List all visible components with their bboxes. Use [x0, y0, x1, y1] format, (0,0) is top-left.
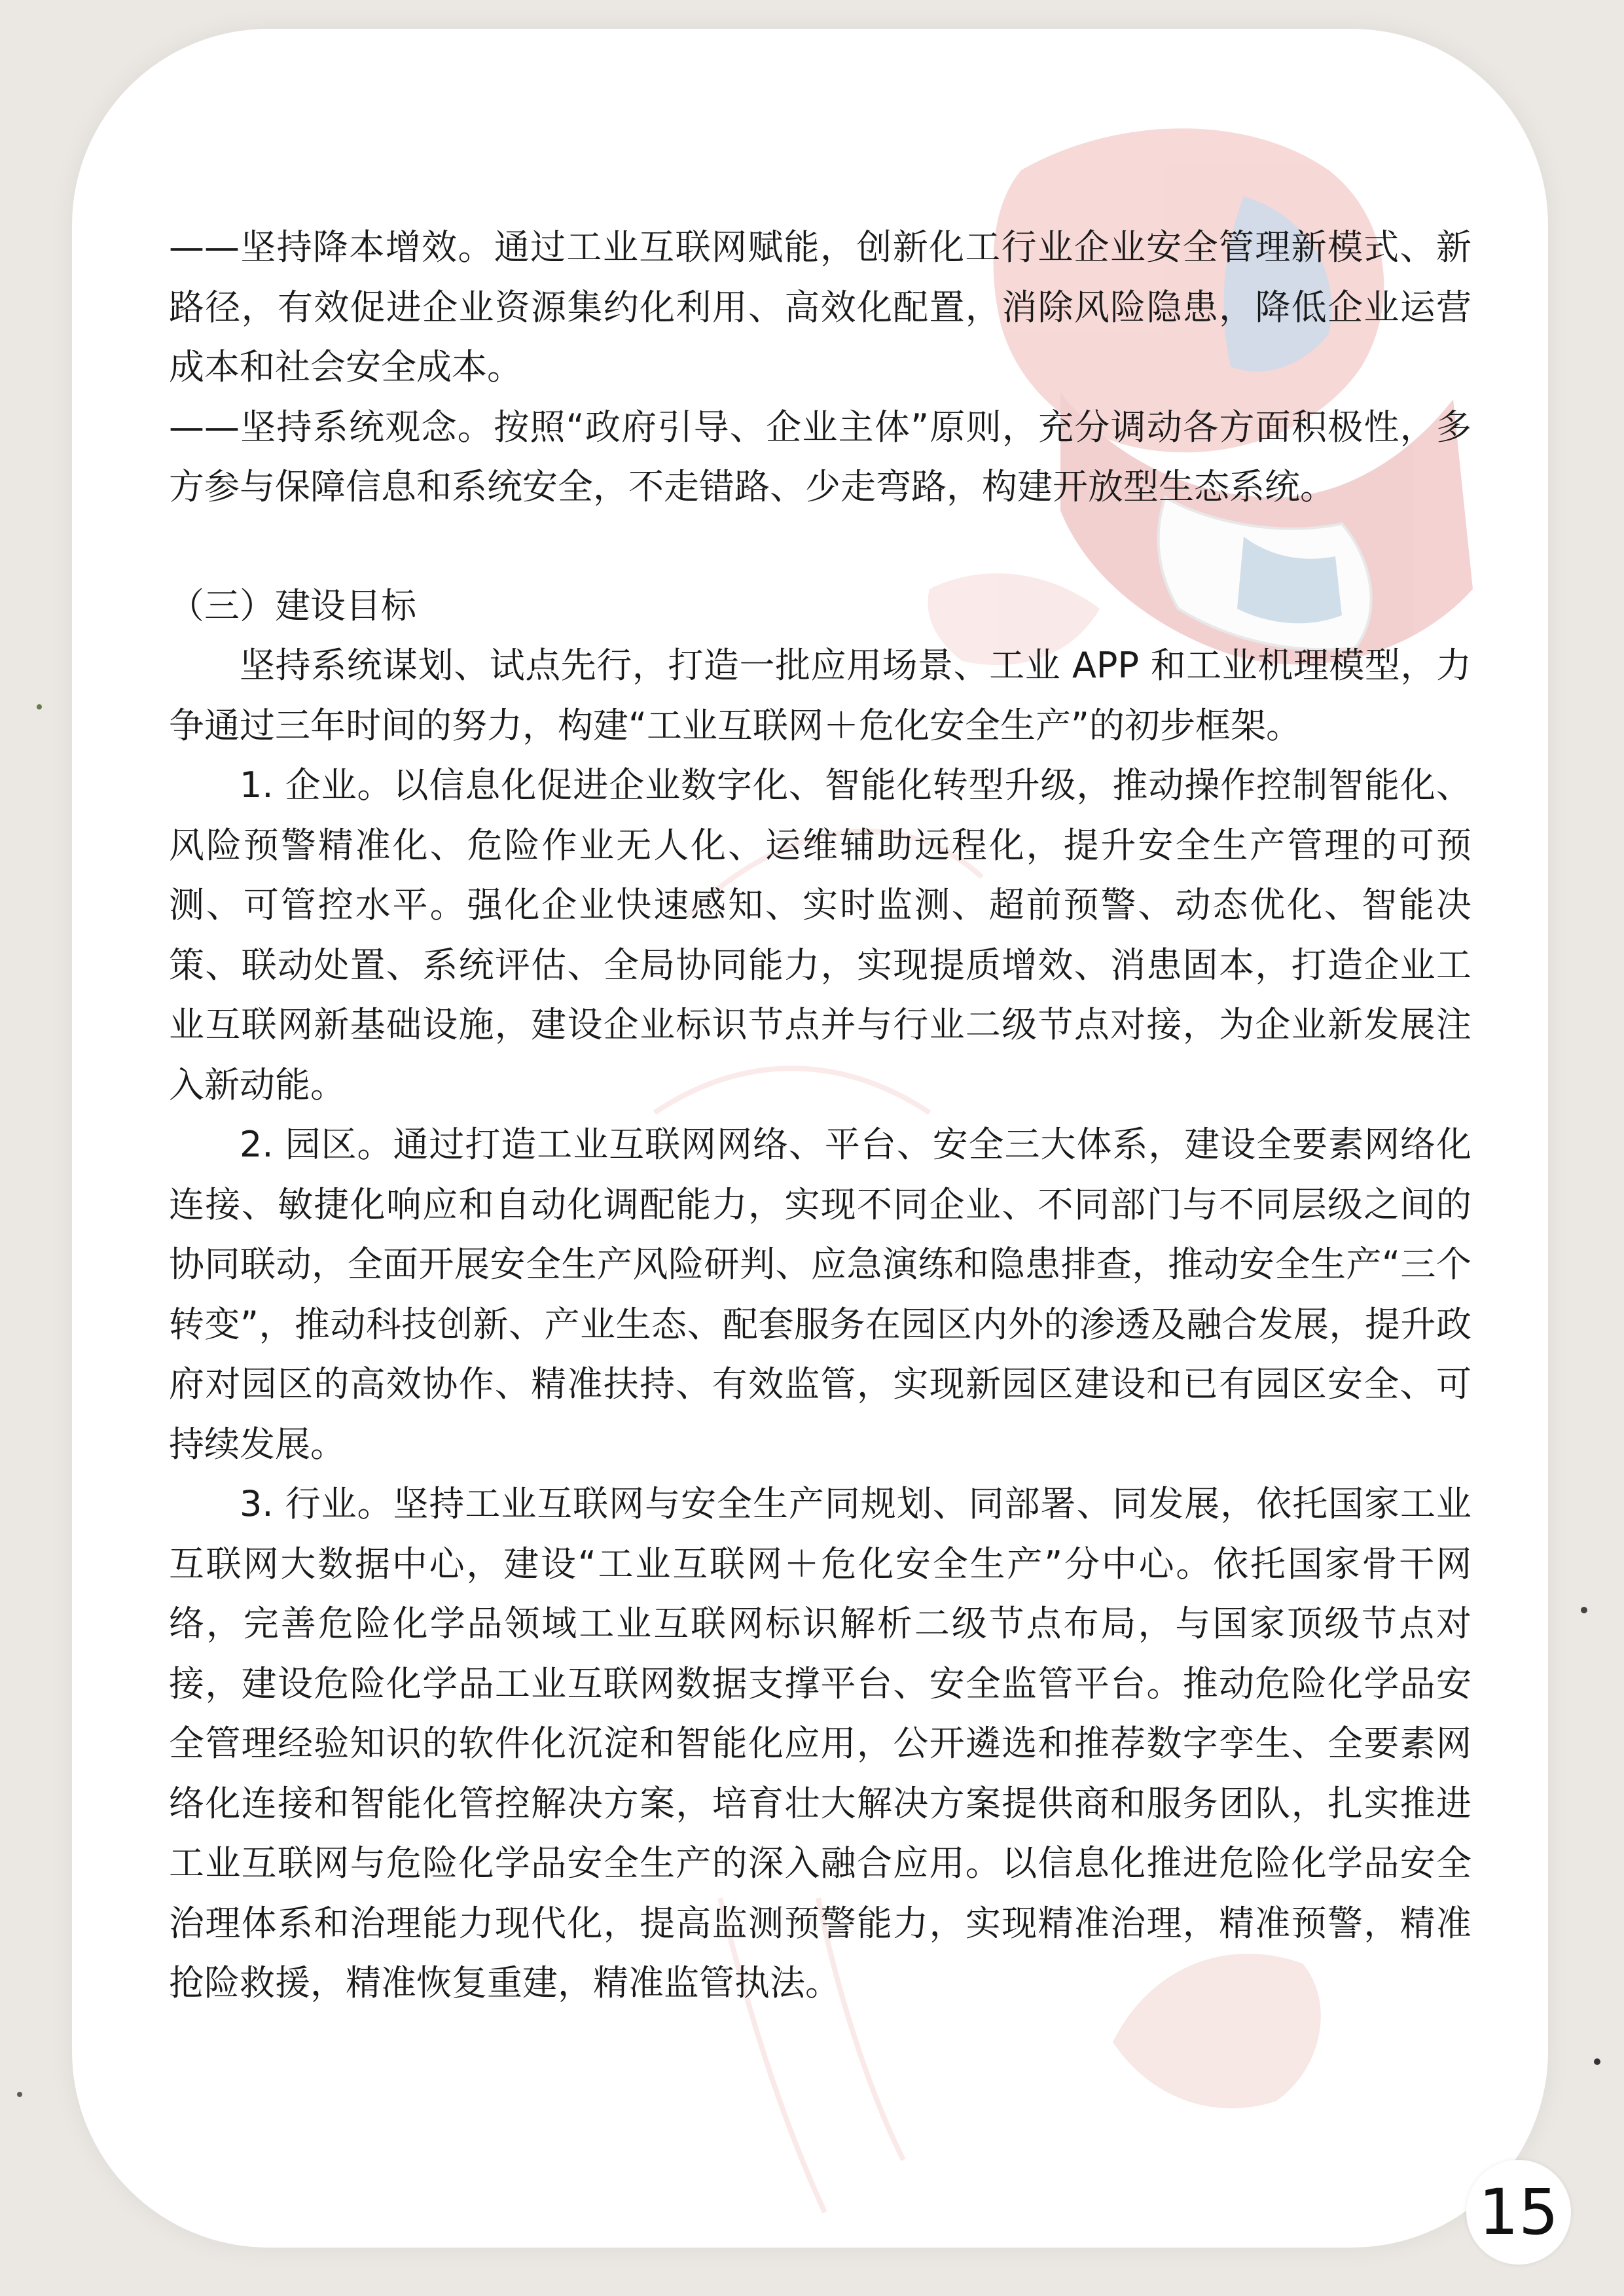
paragraph-principle-system: ——坚持系统观念。按照“政府引导、企业主体”原则，充分调动各方面积极性，多方参与保障信息和系统安全，不走错路、少走弯路，构建开放型生态系统。 [169, 406, 1471, 507]
paragraph-goals-intro: 坚持系统谋划、试点先行，打造一批应用场景、工业 APP 和工业机理模型，力争通过三年时间的努力，构建“工业互联网＋危化安全生产”的初步框架。 [169, 645, 1471, 746]
paragraph-goal-enterprise: 1. 企业。以信息化促进企业数字化、智能化转型升级，推动操作控制智能化、风险预警精准化、危险作业无人化、运维辅助远程化，提升安全生产管理的可预测、可管控水平。强化企业快速感知、实时监测、超前预警、动态优化、智能决策、联动处置、系统评估、全局协同能力，实现提质增效、消患固本，打造企业工业互联网新基础设施，建设企业标识节点并与行业二级节点对接，为企业新发展注入新动能。 [169, 764, 1471, 1105]
document-body [169, 217, 1471, 2013]
section-heading-goals: （三）建设目标 [169, 584, 416, 626]
page-number: 15 [1466, 2160, 1571, 2265]
paragraph-goal-industry: 3. 行业。坚持工业互联网与安全生产同规划、同部署、同发展，依托国家工业互联网大数据中心，建设“工业互联网＋危化安全生产”分中心。依托国家骨干网络，完善危险化学品领域工业互联网标识解析二级节点布局，与国家顶级节点对接，建设危险化学品工业互联网数据支撑平台、安全监管平台。推动危险化学品安全管理经验知识的软件化沉淀和智能化应用，公开遴选和推荐数字孪生、全要素网络化连接和智能化管控解决方案，培育壮大解决方案提供商和服务团队，扎实推进工业互联网与危险化学品安全生产的深入融合应用。以信息化推进危险化学品安全治理体系和治理能力现代化，提高监测预警能力，实现精准治理，精准预警，精准抢险救援，精准恢复重建，精准监管执法。 [169, 1483, 1471, 2003]
paragraph-principle-cost: ——坚持降本增效。通过工业互联网赋能，创新化工行业企业安全管理新模式、新路径，有效促进企业资源集约化利用、高效化配置，消除风险隐患，降低企业运营成本和社会安全成本。 [169, 226, 1471, 387]
paragraph-goal-park: 2. 园区。通过打造工业互联网网络、平台、安全三大体系，建设全要素网络化连接、敏捷化响应和自动化调配能力，实现不同企业、不同部门与不同层级之间的协同联动，全面开展安全生产风险研判、应急演练和隐患排查，推动安全生产“三个转变”，推动科技创新、产业生态、配套服务在园区内外的渗透及融合发展，提升政府对园区的高效协作、精准扶持、有效监管，实现新园区建设和已有园区安全、可持续发展。 [169, 1124, 1471, 1465]
